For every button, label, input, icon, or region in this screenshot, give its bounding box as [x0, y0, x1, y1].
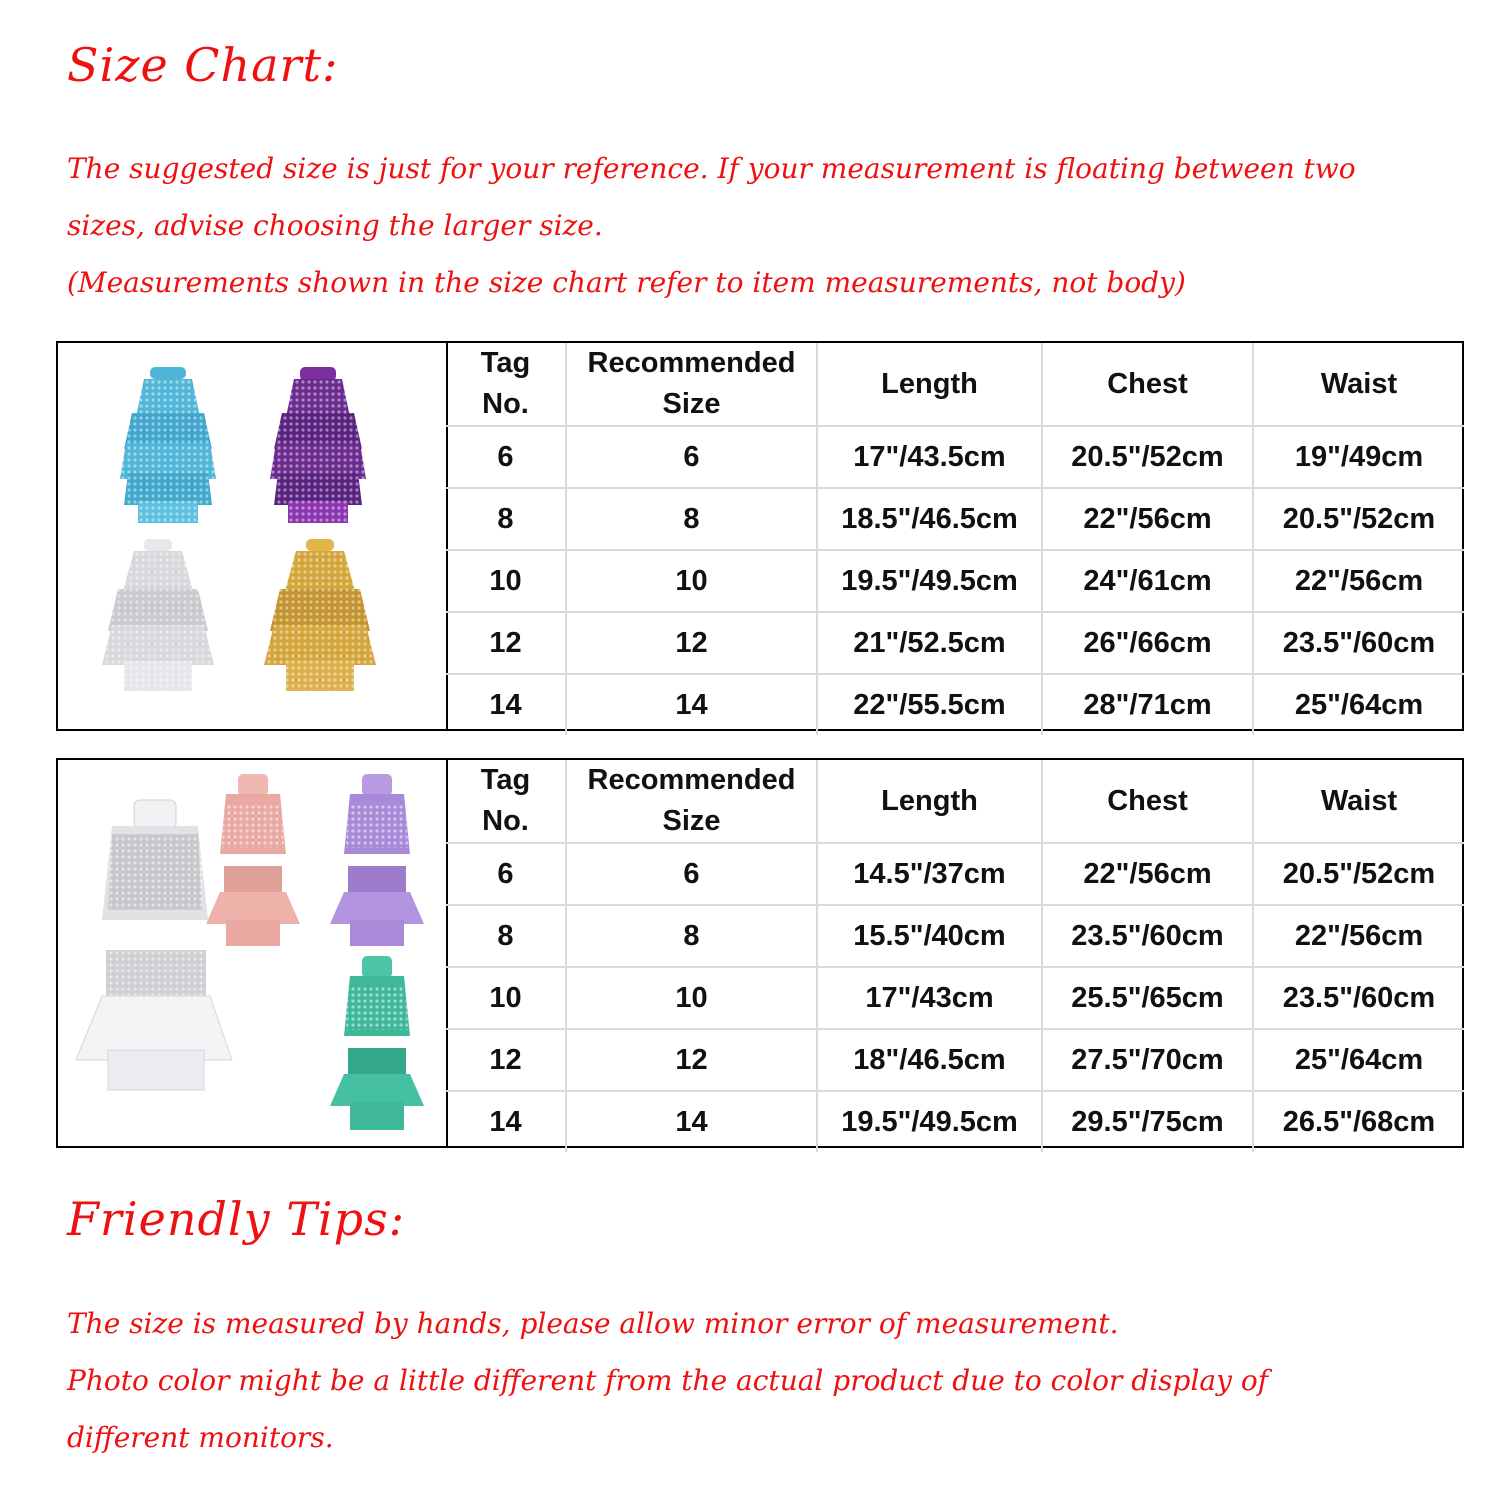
product-photo-peplum-sequin — [58, 760, 448, 1146]
cell-chest: 23.5"/60cm — [1042, 905, 1253, 967]
cell-recommended: 12 — [566, 1029, 817, 1091]
cell-tag: 12 — [446, 1029, 566, 1091]
cell-length: 19.5"/49.5cm — [817, 1091, 1042, 1152]
table-row — [446, 674, 1464, 735]
cell-length: 14.5"/37cm — [817, 843, 1042, 905]
cell-waist: 19"/49cm — [1253, 426, 1464, 488]
cell-length: 22"/55.5cm — [817, 674, 1042, 735]
table-row — [446, 905, 1464, 967]
cell-waist: 25"/64cm — [1253, 1029, 1464, 1091]
cell-tag: 8 — [446, 488, 566, 550]
cell-tag: 8 — [446, 905, 566, 967]
table-row — [446, 488, 1464, 550]
cell-length: 21"/52.5cm — [817, 612, 1042, 674]
cell-chest: 22"/56cm — [1042, 488, 1253, 550]
header-waist: Waist — [1253, 343, 1464, 426]
header-chest: Chest — [1042, 760, 1253, 843]
outfit-gold — [264, 539, 376, 691]
tips-text — [67, 1295, 1487, 1466]
header-waist: Waist — [1253, 760, 1464, 843]
table-row — [446, 1029, 1464, 1091]
outfit-pink — [206, 774, 300, 946]
size-table-b — [446, 760, 1464, 1152]
cell-waist: 20.5"/52cm — [1253, 488, 1464, 550]
cell-length: 18"/46.5cm — [817, 1029, 1042, 1091]
table-row — [446, 550, 1464, 612]
cell-waist: 22"/56cm — [1253, 550, 1464, 612]
tip-line: different monitors. — [67, 1421, 334, 1454]
intro-line: sizes, advise choosing the larger size. — [67, 209, 603, 242]
cell-recommended: 10 — [566, 967, 817, 1029]
tips-title: Friendly Tips: — [67, 1192, 406, 1246]
cell-waist: 20.5"/52cm — [1253, 843, 1464, 905]
size-table-a — [446, 343, 1464, 735]
cell-tag: 10 — [446, 550, 566, 612]
header-recommended-size: Recommended Size — [566, 760, 817, 843]
cell-tag: 6 — [446, 843, 566, 905]
header-length: Length — [817, 760, 1042, 843]
cell-tag: 14 — [446, 1091, 566, 1152]
cell-waist: 26.5"/68cm — [1253, 1091, 1464, 1152]
cell-recommended: 6 — [566, 843, 817, 905]
cell-waist: 23.5"/60cm — [1253, 967, 1464, 1029]
cell-tag: 12 — [446, 612, 566, 674]
outfit-white — [76, 800, 232, 1090]
header-tag-no: Tag No. — [480, 764, 531, 837]
peplum-sequin-outfits-image — [58, 760, 446, 1146]
cell-waist: 22"/56cm — [1253, 905, 1464, 967]
cell-chest: 22"/56cm — [1042, 843, 1253, 905]
cell-chest: 20.5"/52cm — [1042, 426, 1253, 488]
header-recommended-size: Recommended Size — [566, 343, 817, 426]
cell-length: 17"/43.5cm — [817, 426, 1042, 488]
table-header-row — [446, 760, 1464, 843]
cell-recommended: 6 — [566, 426, 817, 488]
table-row — [446, 426, 1464, 488]
cell-recommended: 8 — [566, 905, 817, 967]
cell-recommended: 8 — [566, 488, 817, 550]
intro-line: The suggested size is just for your reference. If your measurement is floating between two — [67, 152, 1356, 185]
cell-chest: 24"/61cm — [1042, 550, 1253, 612]
cell-recommended: 12 — [566, 612, 817, 674]
table-header-row — [446, 343, 1464, 426]
page-title: Size Chart: — [67, 38, 339, 92]
cell-tag: 14 — [446, 674, 566, 735]
header-length: Length — [817, 343, 1042, 426]
cell-tag: 10 — [446, 967, 566, 1029]
cell-length: 19.5"/49.5cm — [817, 550, 1042, 612]
cell-waist: 23.5"/60cm — [1253, 612, 1464, 674]
cell-tag: 6 — [446, 426, 566, 488]
size-panel-sequin-peplum — [56, 758, 1464, 1148]
table-row — [446, 612, 1464, 674]
tip-line: The size is measured by hands, please allow minor error of measurement. — [67, 1307, 1119, 1340]
cell-length: 17"/43cm — [817, 967, 1042, 1029]
cell-chest: 26"/66cm — [1042, 612, 1253, 674]
outfit-teal — [330, 956, 424, 1130]
table-row — [446, 1091, 1464, 1152]
outfit-purple — [270, 367, 366, 523]
cell-chest: 25.5"/65cm — [1042, 967, 1253, 1029]
intro-text — [67, 140, 1487, 311]
cell-recommended: 14 — [566, 674, 817, 735]
header-tag-no: Tag No. — [480, 347, 531, 420]
cell-length: 15.5"/40cm — [817, 905, 1042, 967]
outfit-blue — [120, 367, 216, 523]
cell-length: 18.5"/46.5cm — [817, 488, 1042, 550]
cell-chest: 27.5"/70cm — [1042, 1029, 1253, 1091]
table-row — [446, 967, 1464, 1029]
intro-line: (Measurements shown in the size chart refer to item measurements, not body) — [67, 266, 1186, 299]
size-panel-sequin-tiered — [56, 341, 1464, 731]
cell-recommended: 10 — [566, 550, 817, 612]
cell-chest: 29.5"/75cm — [1042, 1091, 1253, 1152]
cell-waist: 25"/64cm — [1253, 674, 1464, 735]
tip-line: Photo color might be a little different from the actual product due to color display of — [67, 1364, 1269, 1397]
table-row — [446, 843, 1464, 905]
header-chest: Chest — [1042, 343, 1253, 426]
product-photo-tiered-sequin — [58, 343, 448, 729]
outfit-silver — [102, 539, 214, 691]
tiered-sequin-outfits-image — [58, 343, 446, 729]
outfit-lavender — [330, 774, 424, 946]
cell-recommended: 14 — [566, 1091, 817, 1152]
cell-chest: 28"/71cm — [1042, 674, 1253, 735]
